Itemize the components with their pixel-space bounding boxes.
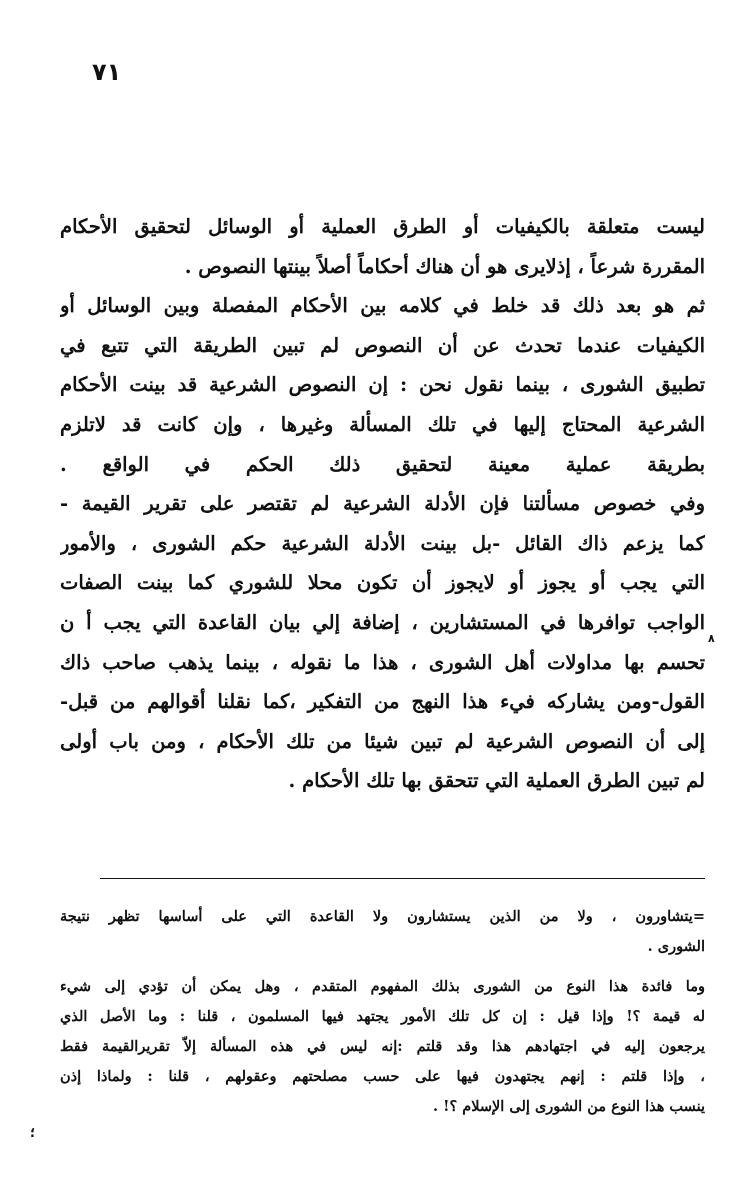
footnote-divider bbox=[100, 878, 705, 879]
footnote-line: يرجعون إليه في اجتهادهم هذا وقد قلتم :إنه ليس في هذه المسألة إلاّ تقريرالقيمة فقط bbox=[60, 1038, 705, 1055]
margin-footnote-marker: ٨ bbox=[708, 632, 715, 645]
footnote-line: وما فائدة هذا النوع من الشورى بذلك المفهوم المتقدم ، وهل يمكن أن تؤدي إلى شيء bbox=[60, 978, 705, 995]
body-line: ثم هو بعد ذلك قد خلط في كلامه بين الأحكام المفصلة وبين الوسائل أو bbox=[60, 294, 705, 318]
body-line: لم تبين الطرق العملية التي تتحقق بها تلك الأحكام . bbox=[288, 769, 705, 793]
footnote-paragraph bbox=[60, 972, 705, 1122]
footnote-spacer bbox=[60, 962, 705, 972]
page-number: ٧١ bbox=[92, 58, 122, 86]
footnote-line: =يتشاورون ، ولا من الذين يستشارون ولا القاعدة التي على أساسها تظهر نتيجة bbox=[60, 908, 705, 925]
footnote-line: الشورى . bbox=[647, 938, 705, 955]
body-line: كما يزعم ذاك القائل -بل بينت الأدلة الشرعية حكم الشورى ، والأمور bbox=[60, 531, 705, 555]
body-line: المقررة شرعاً ، إذلايرى هو أن هناك أحكاماً أصلاً بينتها النصوص . bbox=[184, 254, 705, 278]
body-line: تطبيق الشورى ، بينما نقول نحن : إن النصوص الشرعية قد بينت الأحكام bbox=[60, 373, 705, 397]
body-line: ليست متعلقة بالكيفيات أو الطرق العملية أو الوسائل لتحقيق الأحكام bbox=[60, 215, 705, 238]
body-line: القول-ومن يشاركه فيء هذا النهج من التفكير ،كما نقلنا أقوالهم من قبل- bbox=[60, 690, 705, 714]
body-line: الكيفيات عندما تحدث عن أن النصوص لم تبين الطريقة التي تتبع في bbox=[60, 333, 705, 357]
margin-stray-mark: ؛ bbox=[30, 1126, 36, 1141]
footnotes-section bbox=[60, 902, 705, 1122]
footnote-line: له قيمة ؟! وإذا قيل : إن كل تلك الأمور يجتهد فيها المسلمون ، قلنا : وما الأصل الذي bbox=[60, 1008, 705, 1025]
body-line: تحسم بها مداولات أهل الشورى ، هذا ما نقوله ، بينما يذهب صاحب ذاك bbox=[60, 650, 705, 674]
footnote-line: ينسب هذا النوع من الشورى إلى الإسلام ؟! . bbox=[433, 1098, 705, 1115]
body-line: الواجب توافرها في المستشارين ، إضافة إلي بيان القاعدة التي يجب أ ن bbox=[60, 610, 705, 634]
footnote-paragraph bbox=[60, 902, 705, 962]
footnote-line: ، وإذا قلتم : إنهم يجتهدون فيها على حسب مصلحتهم وعقولهم ، قلنا : ولماذا إذن bbox=[60, 1068, 705, 1085]
main-body-text bbox=[60, 207, 705, 801]
body-line: وفي خصوص مسألتنا فإن الأدلة الشرعية لم تقتصر على تقرير القيمة - bbox=[60, 492, 705, 516]
body-line: الشرعية المحتاج إليها في تلك المسألة وغيرها ، وإن كانت قد لاتلزم bbox=[60, 412, 705, 436]
body-line: بطريقة عملية معينة لتحقيق ذلك الحكم في الواقع . bbox=[60, 452, 705, 476]
body-line: التي يجب أو يجوز أو لايجوز أن تكون محلا للشوري كما بينت الصفات bbox=[60, 571, 705, 595]
body-line: إلى أن النصوص الشرعية لم تبين شيئا من تلك الأحكام ، ومن باب أولى bbox=[60, 729, 705, 753]
